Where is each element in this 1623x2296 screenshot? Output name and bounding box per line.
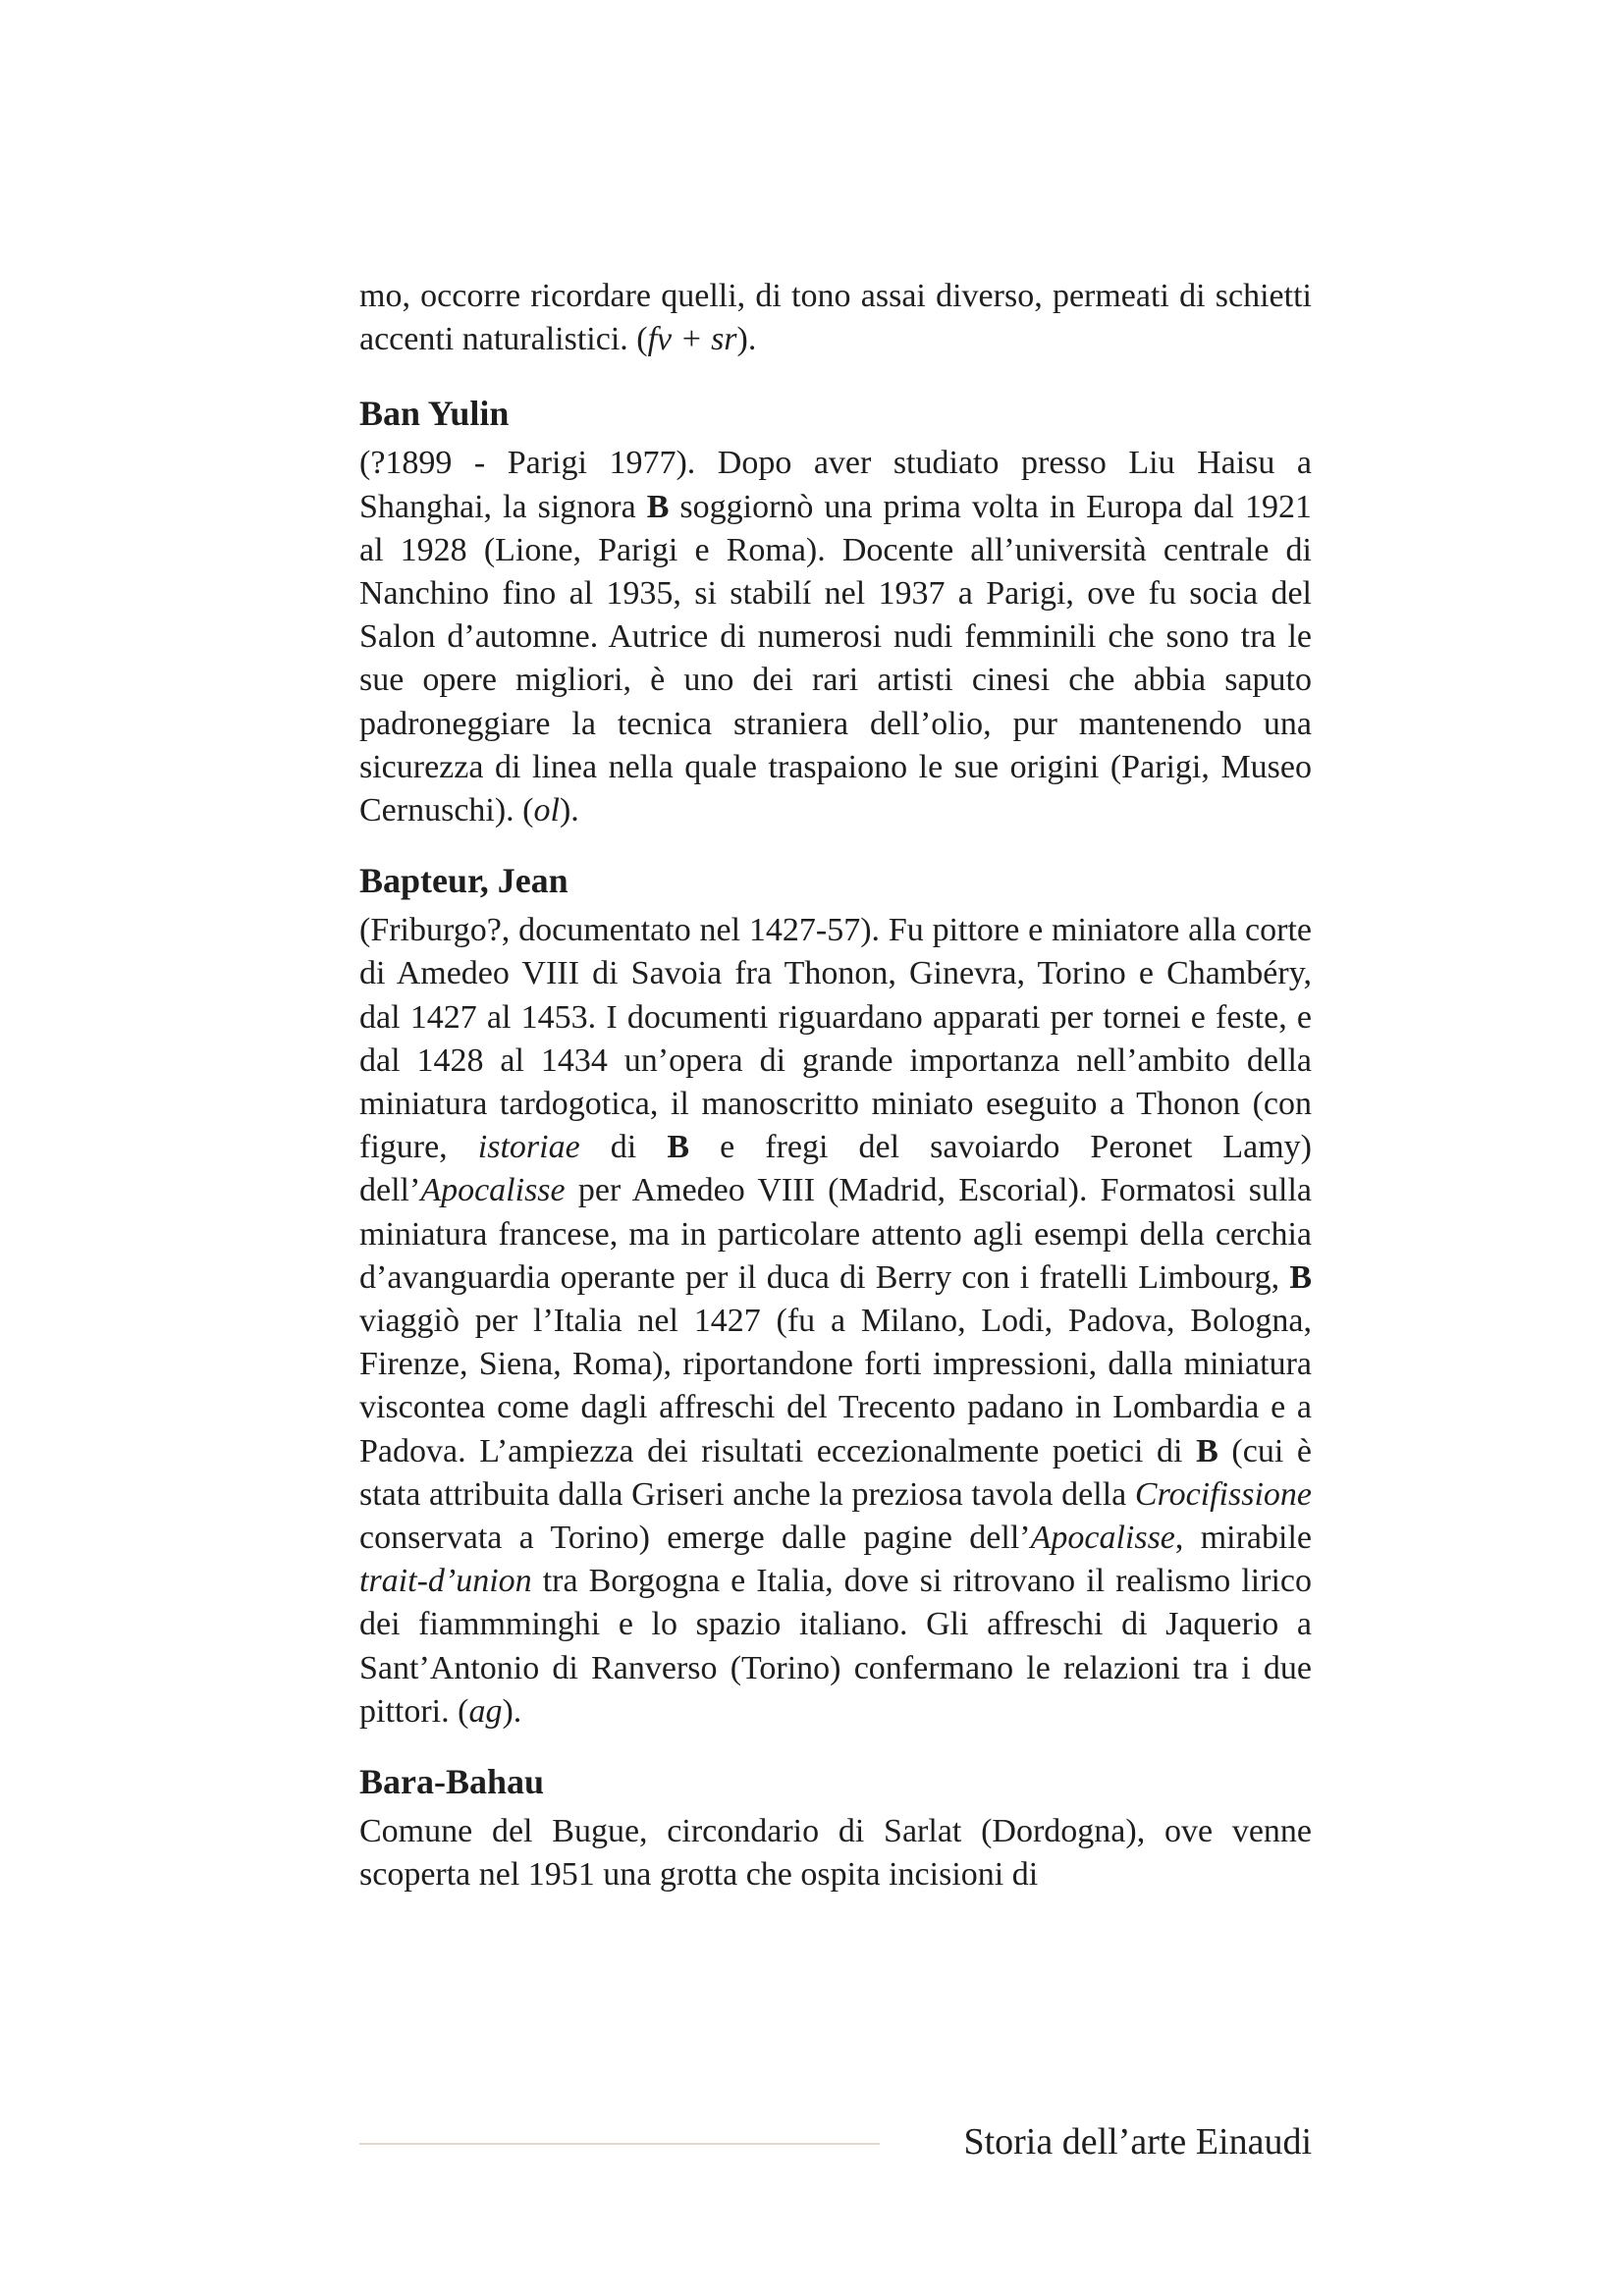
- text-run: tra Borgogna e Italia, dove si ritrovano il realismo lirico dei fiammminghi e lo spazio italiano. Gli affreschi di Jaquerio a Sant’Antonio di Ranverso (Torino) confermano le relazioni tra i due pittori. (: [359, 1563, 1312, 1730]
- bold-abbreviation: B: [667, 1129, 689, 1166]
- bold-abbreviation: B: [646, 488, 670, 525]
- text-run: ).: [559, 792, 579, 829]
- text-run: di: [579, 1129, 668, 1166]
- intro-end: ).: [736, 321, 757, 358]
- text-run: per Amedeo VIII (Madrid, Escorial). Formatosi sulla miniatura francese, ma in particolare attento agli esempi della cerchia d’avanguardia operante per il duca di Berry con i fratelli Limbourg,: [359, 1172, 1312, 1296]
- bold-abbreviation: B: [1289, 1258, 1312, 1296]
- bold-abbreviation: B: [1196, 1432, 1218, 1469]
- entry-heading-bara-bahau: Bara-Bahau: [359, 1762, 545, 1802]
- text-run: (cui è stata attribuita dalla Griseri anche la preziosa tavola della: [359, 1432, 1312, 1513]
- italic-term: Crocifissione: [1134, 1475, 1312, 1513]
- text-run: soggiornò una prima volta in Europa dal 1921 al 1928 (Lione, Parigi e Roma). Docente all’università centrale di Nanchino fino al 1935, si stabilí nel 1937 a Parigi, ove fu socia del Salon d’automne. Autrice di numerosi nudi femminili che sono tra le sue opere migliori, è uno dei rari artisti cinesi che abbia saputo padroneggiare la tecnica straniera dell’olio, pur mantenendo una sicurezza di linea nella quale traspaiono le sue origini (Parigi, Museo Cernuschi). (: [359, 488, 1313, 829]
- text-run: conservata a Torino) emerge dalle pagine dell’: [359, 1520, 1031, 1557]
- text-run: viaggiò per l’Italia nel 1427 (fu a Milano, Lodi, Padova, Bologna, Firenze, Siena, Roma), riportandone forti impressioni, dalla miniatura viscontea come dagli affreschi del Trecento padano in Lombardia e a Padova. L’ampiezza dei risultati eccezionalmente poetici di: [359, 1303, 1312, 1469]
- intro-author-initials: fv + sr: [647, 321, 737, 358]
- italic-term: istoriae: [477, 1129, 580, 1166]
- intro-text: mo, occorre ricordare quelli, di tono assai diverso, permeati di schietti accenti naturalistici. (: [359, 278, 1312, 358]
- page-footer: [359, 2118, 1312, 2167]
- entry-heading-ban-yulin: Ban Yulin: [359, 394, 510, 434]
- italic-term: trait-d’union: [359, 1563, 532, 1600]
- footer-rule: [359, 2143, 880, 2145]
- text-run: ).: [502, 1692, 522, 1730]
- intro-paragraph: [359, 275, 1312, 361]
- text-column: [359, 275, 1312, 1897]
- author-initials: ag: [468, 1692, 503, 1730]
- entry-body-bara-bahau: Comune del Bugue, circondario di Sarlat (Dordogna), ove venne scoperta nel 1951 una grotta che ospita incisioni di: [359, 1813, 1312, 1894]
- italic-term: Apocalisse: [1030, 1520, 1175, 1557]
- text-run: (?1899 - Parigi 1977). Dopo aver studiato presso Liu Haisu a Shanghai, la signora: [359, 445, 1312, 525]
- entry-body-bapteur: [359, 909, 1312, 1734]
- author-initials: ol: [533, 792, 560, 829]
- entry-body-ban-yulin: [359, 442, 1312, 832]
- footer-title: Storia dell’arte Einaudi: [963, 2121, 1312, 2163]
- text-run: e fregi del savoiardo Peronet Lamy) dell’: [359, 1129, 1312, 1209]
- text-run: (Friburgo?, documentato nel 1427-57). Fu pittore e miniatore alla corte di Amedeo VIII di Savoia fra Thonon, Ginevra, Torino e Chambéry, dal 1427 al 1453. I documenti riguardano apparati per tornei e feste, e dal 1428 al 1434 un’opera di grande importanza nell’ambito della miniatura tardogotica, il manoscritto miniato eseguito a Thonon (con figure,: [359, 912, 1312, 1166]
- text-run: , mirabile: [1174, 1520, 1312, 1557]
- entry-heading-bapteur: Bapteur, Jean: [359, 861, 568, 901]
- italic-term: Apocalisse: [420, 1172, 566, 1209]
